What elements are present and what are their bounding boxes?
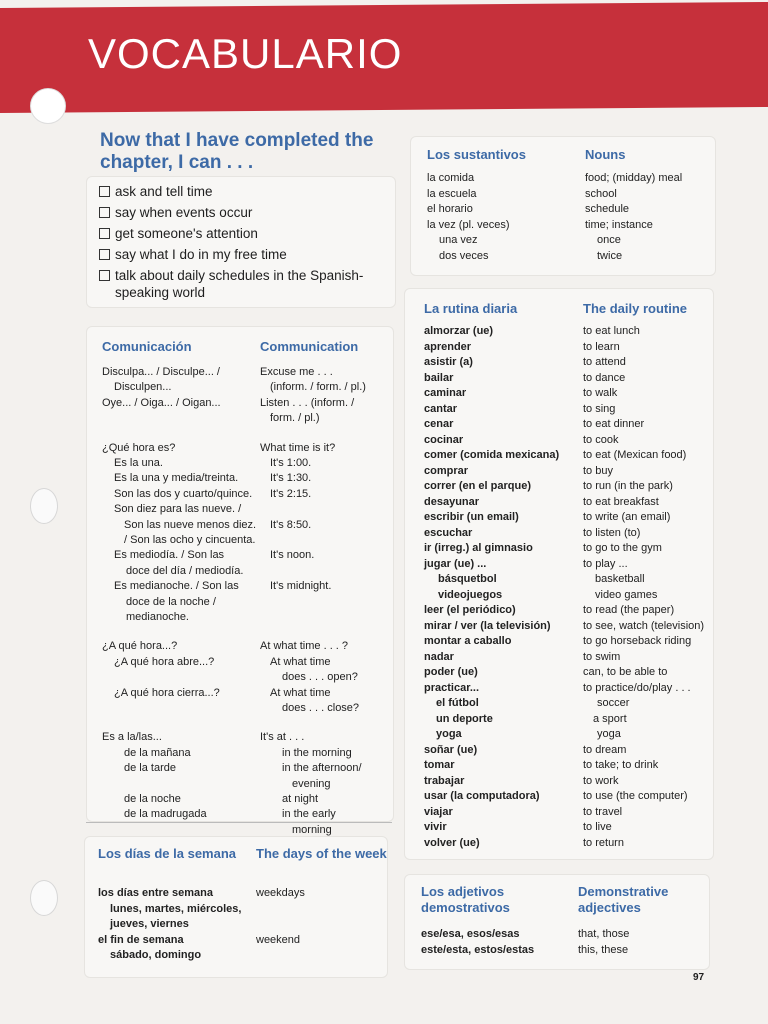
rutina-translation: to eat lunch [583, 325, 640, 337]
checklist-item[interactable]: ask and tell time [99, 183, 389, 200]
rutina-translation: to eat breakfast [583, 495, 659, 508]
rutina-term: correr (en el parque) [424, 480, 531, 492]
rutina-term: trabajar [424, 774, 465, 787]
punch-hole [30, 880, 58, 916]
rutina-term: aprender [424, 340, 472, 353]
sustantivos-term: dos veces [439, 250, 489, 262]
comunicacion-translation: Excuse me . . . [260, 366, 333, 378]
sustantivos-term: una vez [439, 234, 478, 247]
rutina-term: escribir (un email) [424, 511, 519, 523]
rutina-translation: to see, watch (television) [583, 619, 705, 632]
punch-hole [30, 488, 58, 524]
comunicacion-term: / Son las ocho y cincuenta. [124, 534, 256, 546]
rutina-translation: to run (in the park) [583, 480, 673, 492]
comunicacion-translation: at night [282, 793, 319, 805]
rutina-translation: to swim [583, 650, 621, 663]
demostrativos-heading-es: Los adjetivos demostrativos [421, 884, 510, 915]
rutina-translation: to read (the paper) [583, 604, 675, 616]
rutina-term: mirar / ver (la televisión) [424, 619, 551, 632]
rutina-heading-en: The daily routine [583, 301, 688, 316]
sustantivos-heading-en: Nouns [585, 147, 626, 162]
rutina-translation: to dream [583, 743, 627, 756]
rutina-term: usar (la computadora) [424, 790, 540, 802]
rutina-term: ir (irreg.) al gimnasio [424, 542, 533, 554]
rutina-translation: to dance [583, 371, 626, 384]
sustantivos-translation: twice [597, 250, 623, 262]
rutina-translation: basketball [595, 573, 645, 585]
rutina-term: desayunar [424, 495, 480, 508]
rutina-term: cocinar [424, 433, 464, 446]
comunicacion-term: ¿Qué hora es? [102, 441, 176, 454]
rutina-translation: to write (an email) [583, 511, 671, 523]
rutina-translation: to walk [583, 387, 618, 399]
sustantivos-term: la comida [427, 172, 475, 184]
rutina-term: bailar [424, 371, 454, 384]
punch-hole [30, 88, 66, 124]
checklist-item[interactable]: say when events occur [99, 204, 389, 221]
rutina-heading-es: La rutina diaria [424, 301, 518, 316]
dias-term: el fin de semana [98, 933, 184, 946]
comunicacion-translation: It's at . . . [260, 731, 305, 744]
rutina-translation: a sport [593, 712, 627, 725]
rutina-term: escuchar [424, 526, 473, 539]
comunicacion-translation: in the morning [282, 746, 352, 759]
rutina-term: básquetbol [438, 573, 497, 585]
rutina-translation: to cook [583, 433, 619, 446]
rutina-translation: yoga [597, 728, 621, 740]
comunicacion-term: de la noche [124, 793, 181, 805]
rutina-term: vivir [424, 821, 447, 833]
page-number: 97 [693, 972, 705, 983]
comunicacion-term: Son las nueve menos diez. [124, 518, 257, 531]
rutina-term: el fútbol [436, 697, 479, 709]
rutina-term: caminar [424, 387, 467, 399]
sustantivos-term: la escuela [427, 187, 477, 200]
rutina-translation: to listen (to) [583, 526, 641, 539]
sustantivos-translation: school [585, 187, 617, 200]
rutina-term: cantar [424, 402, 458, 415]
comunicacion-translation: (inform. / form. / pl.) [270, 381, 366, 394]
comunicacion-heading-es: Comunicación [102, 339, 192, 354]
rutina-translation: to sing [583, 402, 616, 415]
demostrativos-heading-en: Demonstrative adjectives [578, 884, 669, 915]
rutina-term: un deporte [436, 712, 493, 725]
comunicacion-translation: form. / pl.) [270, 412, 320, 425]
dias-translation: weekdays [256, 887, 305, 899]
checkbox-icon[interactable] [99, 186, 110, 197]
comunicacion-translation: It's 1:30. [270, 472, 312, 485]
comunicacion-term: ¿A qué hora cierra...? [114, 686, 220, 699]
checkbox-icon[interactable] [99, 270, 110, 281]
rutina-translation: to learn [583, 340, 620, 353]
rutina-translation: to eat (Mexican food) [583, 449, 687, 461]
rutina-term: viajar [424, 805, 453, 818]
sustantivos-term: la vez (pl. veces) [427, 218, 510, 231]
sustantivos-term: el horario [427, 203, 473, 216]
comunicacion-term: Oye... / Oiga... / Oigan... [102, 396, 221, 409]
dias-term: sábado, domingo [110, 949, 202, 962]
sustantivos-translation: time; instance [585, 218, 653, 231]
rutina-translation: to go horseback riding [583, 635, 692, 647]
rutina-translation: to take; to drink [583, 759, 659, 771]
rutina-term: almorzar (ue) [424, 325, 494, 337]
demostrativos-term: ese/esa, esos/esas [421, 928, 520, 940]
rutina-translation: to play ... [583, 557, 628, 570]
demostrativos-translation: this, these [578, 943, 629, 956]
demostrativos-translation: that, those [578, 928, 630, 940]
comunicacion-heading-en: Communication [260, 339, 359, 354]
comunicacion-translation: It's 2:15. [270, 487, 312, 500]
rutina-term: montar a caballo [424, 635, 512, 647]
dias-translation: weekend [256, 933, 301, 946]
comunicacion-term: medianoche. [126, 611, 189, 623]
dias-term: jueves, viernes [110, 918, 189, 931]
sustantivos-translation: once [597, 234, 621, 247]
checklist [99, 183, 389, 305]
comunicacion-translation: morning [292, 823, 332, 836]
dias-term: lunes, martes, miércoles, [110, 902, 242, 915]
checkbox-icon[interactable] [99, 228, 110, 239]
rutina-translation: to go to the gym [583, 542, 662, 554]
rutina-translation: to attend [583, 356, 626, 368]
comunicacion-term: Es la una. [114, 457, 163, 469]
comunicacion-translation: Listen . . . (inform. / [260, 396, 355, 409]
comunicacion-term: doce de la noche / [126, 595, 216, 608]
comunicacion-term: ¿A qué hora abre...? [114, 655, 215, 668]
comunicacion-translation: evening [292, 777, 331, 790]
rutina-translation: to work [583, 774, 619, 787]
rutina-term: comprar [424, 464, 469, 477]
comunicacion-term: Es a la/las... [102, 731, 162, 744]
comunicacion-term: de la mañana [124, 746, 191, 759]
checkbox-icon[interactable] [99, 207, 110, 218]
rutina-translation: to eat dinner [583, 418, 645, 430]
checklist-item[interactable]: say what I do in my free time [99, 246, 389, 263]
comunicacion-term: doce del día / mediodía. [126, 564, 244, 577]
comunicacion-translation: It's noon. [270, 549, 315, 562]
rutina-translation: to practice/do/play . . . [583, 681, 691, 694]
comunicacion-term: de la tarde [124, 762, 176, 775]
comunicacion-term: ¿A qué hora...? [102, 640, 178, 653]
rutina-translation: soccer [597, 697, 630, 709]
sustantivos-translation: food; (midday) meal [585, 172, 683, 184]
rutina-translation: to return [583, 836, 624, 849]
comunicacion-term: Son las dos y cuarto/quince. [114, 487, 253, 500]
comunicacion-translation: does . . . close? [282, 702, 360, 714]
comunicacion-translation: What time is it? [260, 441, 336, 454]
dias-heading-en: The days of the week [256, 846, 387, 861]
comunicacion-term: de la madrugada [124, 808, 207, 821]
checkbox-icon[interactable] [99, 249, 110, 260]
comunicacion-translation: It's midnight. [270, 580, 332, 593]
rutina-term: comer (comida mexicana) [424, 449, 560, 461]
rutina-term: soñar (ue) [424, 743, 478, 756]
comunicacion-term: Es mediodía. / Son las [114, 549, 225, 562]
comunicacion-translation: in the early [282, 808, 336, 821]
checklist-item[interactable]: get someone's attention [99, 225, 389, 242]
page-title: VOCABULARIO [88, 30, 403, 77]
rutina-translation: to use (the computer) [583, 790, 688, 802]
rutina-term: asistir (a) [424, 356, 473, 368]
demostrativos-term: este/esta, estos/estas [421, 943, 535, 956]
sustantivos-heading-es: Los sustantivos [427, 147, 526, 162]
rutina-term: practicar... [424, 681, 480, 694]
comunicacion-translation: It's 8:50. [270, 518, 312, 531]
rutina-term: videojuegos [438, 588, 503, 601]
comunicacion-term: Son diez para las nueve. / [114, 503, 242, 516]
rutina-translation: to live [583, 821, 612, 833]
dias-term: los días entre semana [98, 887, 213, 899]
rutina-translation: to buy [583, 464, 613, 477]
comunicacion-translation: in the afternoon/ [282, 762, 362, 775]
rutina-term: jugar (ue) ... [424, 557, 487, 570]
divider [86, 822, 392, 823]
rutina-term: leer (el periódico) [424, 604, 516, 616]
rutina-translation: video games [595, 588, 658, 601]
rutina-term: nadar [424, 650, 454, 663]
rutina-term: cenar [424, 418, 454, 430]
sustantivos-translation: schedule [585, 203, 630, 216]
dias-heading-es: Los días de la semana [98, 846, 237, 861]
comunicacion-term: Es la una y media/treinta. [114, 472, 239, 485]
comunicacion-translation: At what time [270, 655, 331, 668]
rutina-translation: can, to be able to [583, 666, 668, 678]
comunicacion-translation: At what time [270, 686, 331, 699]
rutina-term: volver (ue) [424, 836, 480, 849]
comunicacion-term: Disculpa... / Disculpe... / [102, 366, 220, 378]
checklist-title: Now that I have completed the chapter, I can . . . [100, 130, 374, 173]
rutina-term: yoga [436, 728, 462, 740]
checklist-item[interactable]: talk about daily schedules in the Spanish-speaking world [99, 267, 389, 301]
comunicacion-term: Disculpen... [114, 381, 172, 394]
comunicacion-translation: It's 1:00. [270, 457, 312, 469]
rutina-term: poder (ue) [424, 666, 478, 678]
rutina-term: tomar [424, 759, 455, 771]
comunicacion-translation: does . . . open? [282, 671, 358, 684]
rutina-translation: to travel [583, 805, 623, 818]
comunicacion-translation: At what time . . . ? [260, 640, 349, 653]
comunicacion-term: Es medianoche. / Son las [114, 580, 239, 593]
